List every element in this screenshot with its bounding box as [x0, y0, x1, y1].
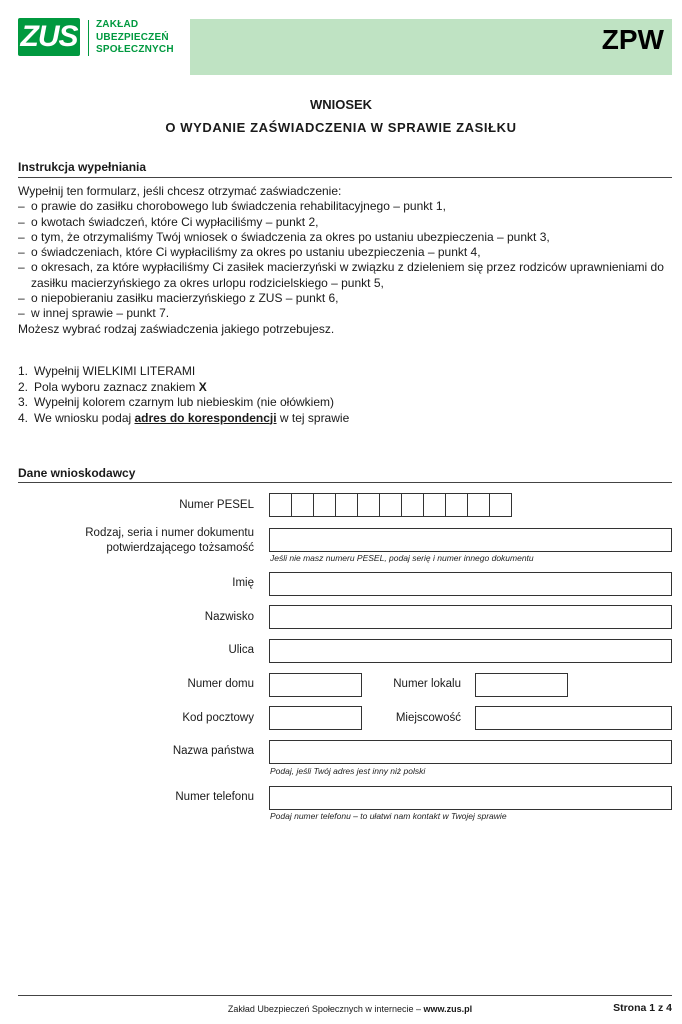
pesel-digit-box[interactable] — [489, 493, 512, 517]
footer-rule — [18, 995, 672, 996]
pesel-digit-box[interactable] — [291, 493, 314, 517]
instruction-item: – o tym, że otrzymaliśmy Twój wniosek o świadczenia za okres po ustaniu ubezpieczenia – punkt 3, — [18, 229, 550, 244]
section-rule — [18, 482, 672, 483]
page-number: Strona 1 z 4 — [613, 1002, 672, 1014]
house-number-label: Numer domu — [187, 678, 254, 690]
instruction-item: – o okresach, za które wypłaciliśmy Ci zasiłek macierzyński w związku z dzieleniem się przez rodziców uprawnieniami do zasiłku macierzyńskiego za okres urlopu rodzicielskiego – punkt 5, — [18, 260, 664, 290]
form-subtitle: O WYDANIE ZAŚWIADCZENIA W SPRAWIE ZASIŁKU — [165, 120, 517, 135]
logo-divider — [88, 20, 89, 56]
pesel-input[interactable] — [269, 493, 511, 517]
city-field[interactable] — [475, 706, 672, 730]
flat-number-label: Numer lokalu — [393, 678, 461, 690]
postcode-field[interactable] — [269, 706, 362, 730]
country-hint: Podaj, jeśli Twój adres jest inny niż polski — [270, 766, 426, 776]
instruction-item: – o niepobieraniu zasiłku macierzyńskiego z ZUS – punkt 6, — [18, 291, 339, 306]
footer-link[interactable]: www.zus.pl — [423, 1004, 473, 1014]
pesel-digit-box[interactable] — [269, 493, 292, 517]
zus-logo-text — [96, 19, 191, 57]
logo-line-3: SPOŁECZNYCH — [96, 44, 174, 55]
country-field[interactable] — [269, 740, 672, 764]
document-label-line: Rodzaj, seria i numer dokumentu — [85, 527, 254, 539]
postcode-label: Kod pocztowy — [182, 712, 254, 724]
logo-line-1: ZAKŁAD — [96, 19, 139, 30]
form-title: WNIOSEK — [309, 97, 373, 112]
document-hint: Jeśli nie masz numeru PESEL, podaj serię i numer innego dokumentu — [270, 553, 534, 563]
instruction-item: – w innej sprawie – punkt 7. — [18, 306, 170, 321]
instructions-text — [18, 184, 678, 337]
pesel-digit-box[interactable] — [467, 493, 490, 517]
form-code: ZPW — [601, 24, 664, 55]
pesel-digit-box[interactable] — [313, 493, 336, 517]
pesel-digit-box[interactable] — [445, 493, 468, 517]
rule-item: 4. We wniosku podaj adres do korespondencji w tej sprawie — [18, 410, 350, 425]
rule-item: 2. Pola wyboru zaznacz znakiem X — [18, 379, 207, 394]
section-rule — [18, 177, 672, 178]
city-label: Miejscowość — [395, 712, 461, 724]
pesel-digit-box[interactable] — [335, 493, 358, 517]
instructions-outro: Możesz wybrać rodzaj zaświadczenia jakiego potrzebujesz. — [18, 321, 335, 336]
house-number-field[interactable] — [269, 673, 362, 697]
pesel-label: Numer PESEL — [179, 499, 254, 511]
flat-number-field[interactable] — [475, 673, 568, 697]
first-name-label: Imię — [232, 577, 254, 589]
document-label-line: potwierdzającego tożsamość — [106, 542, 254, 554]
rule-item: 3. Wypełnij kolorem czarnym lub niebieskim (nie ołówkiem) — [18, 395, 334, 409]
country-label: Nazwa państwa — [172, 745, 254, 757]
phone-label: Numer telefonu — [175, 791, 254, 803]
instruction-item: – o kwotach świadczeń, które Ci wypłaciliśmy – punkt 2, — [18, 214, 319, 229]
document-field[interactable] — [269, 528, 672, 552]
phone-field[interactable] — [269, 786, 672, 810]
zus-logo-mark: ZUS — [18, 18, 80, 56]
instruction-item: – o prawie do zasiłku chorobowego lub świadczenia rehabilitacyjnego – punkt 1, — [18, 199, 446, 214]
last-name-field[interactable] — [269, 605, 672, 629]
first-name-field[interactable] — [269, 572, 672, 596]
pesel-digit-box[interactable] — [423, 493, 446, 517]
footer-caption: Zakład Ubezpieczeń Społecznych w internecie – — [227, 1004, 424, 1014]
street-field[interactable] — [269, 639, 672, 663]
street-label: Ulica — [228, 644, 254, 656]
document-label — [85, 526, 254, 556]
instructions-intro: Wypełnij ten formularz, jeśli chcesz otrzymać zaświadczenie: — [18, 184, 342, 198]
instructions-heading: Instrukcja wypełniania — [18, 160, 147, 174]
last-name-label: Nazwisko — [204, 611, 254, 623]
logo-line-2: UBEZPIECZEŃ — [96, 31, 169, 43]
filling-rules — [18, 364, 618, 426]
rule-item: 1. Wypełnij WIELKIMI LITERAMI — [18, 364, 196, 378]
instruction-item: – o świadczeniach, które Ci wypłaciliśmy za okres po ustaniu ubezpieczenia – punkt 4, — [18, 245, 481, 260]
pesel-digit-box[interactable] — [357, 493, 380, 517]
pesel-digit-box[interactable] — [401, 493, 424, 517]
pesel-digit-box[interactable] — [379, 493, 402, 517]
phone-hint: Podaj numer telefonu – to ułatwi nam kontakt w Twojej sprawie — [270, 811, 507, 821]
applicant-heading: Dane wnioskodawcy — [18, 466, 136, 480]
